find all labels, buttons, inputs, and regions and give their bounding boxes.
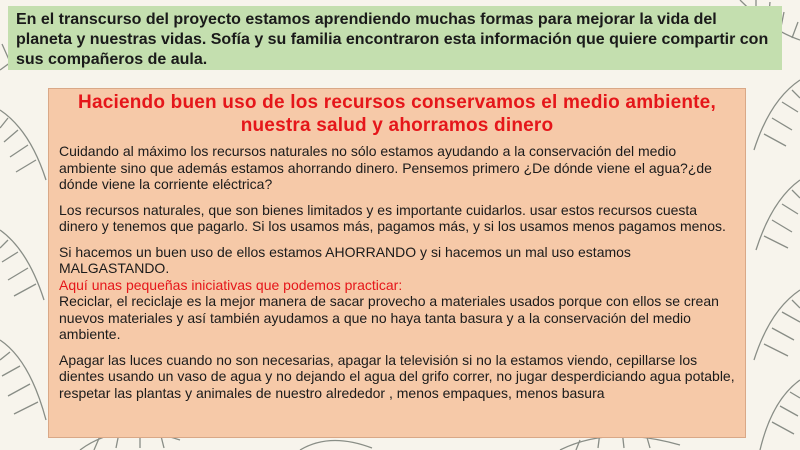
initiatives-heading: Aquí unas pequeñas iniciativas que podemos practicar: bbox=[59, 276, 403, 293]
paragraph-apagar: Apagar las luces cuando no son necesarias, apagar la televisión si no la estamos viendo, cepillarse los dientes usando un vaso de agua y no dejando el agua del grifo correr, no jugar desperdiciando agua potable, respetar las plantas y animales de nuestro alrededor , menos empaques, menos basura bbox=[59, 351, 735, 401]
paragraph-ahorrando: Si hacemos un buen uso de ellos estamos AHORRANDO y si hacemos un mal uso estamos MALGASTANDO. bbox=[59, 243, 631, 276]
intro-banner bbox=[8, 6, 782, 70]
paragraph-cuidando: Cuidando al máximo los recursos naturales no sólo estamos ayudando a la conservación del medio ambiente sino que además estamos ahorrando dinero. Pensemos primero ¿De dónde viene el agua?¿de dónde viene la corriente eléctrica? bbox=[59, 143, 712, 192]
paragraph-reciclar: Reciclar, el reciclaje es la mejor manera de sacar provecho a materiales usados porque con ellos se crean nuevos materiales y así también ayudamos a que no haya tanta basura y a la conservación del medio ambiente. bbox=[59, 293, 719, 342]
intro-text: En el transcurso del proyecto estamos aprendiendo muchas formas para mejorar la vida del planeta y nuestras vidas. Sofía y su familia encontraron esta información que quiere compartir con sus compañeros de aula. bbox=[16, 11, 769, 68]
info-card bbox=[48, 88, 746, 438]
card-title: Haciendo buen uso de los recursos conservamos el medio ambiente, nuestra salud y ahorramos dinero bbox=[78, 92, 716, 136]
paragraph-recursos: Los recursos naturales, que son bienes limitados y es importante cuidarlos. usar estos recursos cuesta dinero y tenemos que pagarlo. Si los usamos más, pagamos más, y si los usamos menos pagamos menos. bbox=[59, 201, 726, 234]
